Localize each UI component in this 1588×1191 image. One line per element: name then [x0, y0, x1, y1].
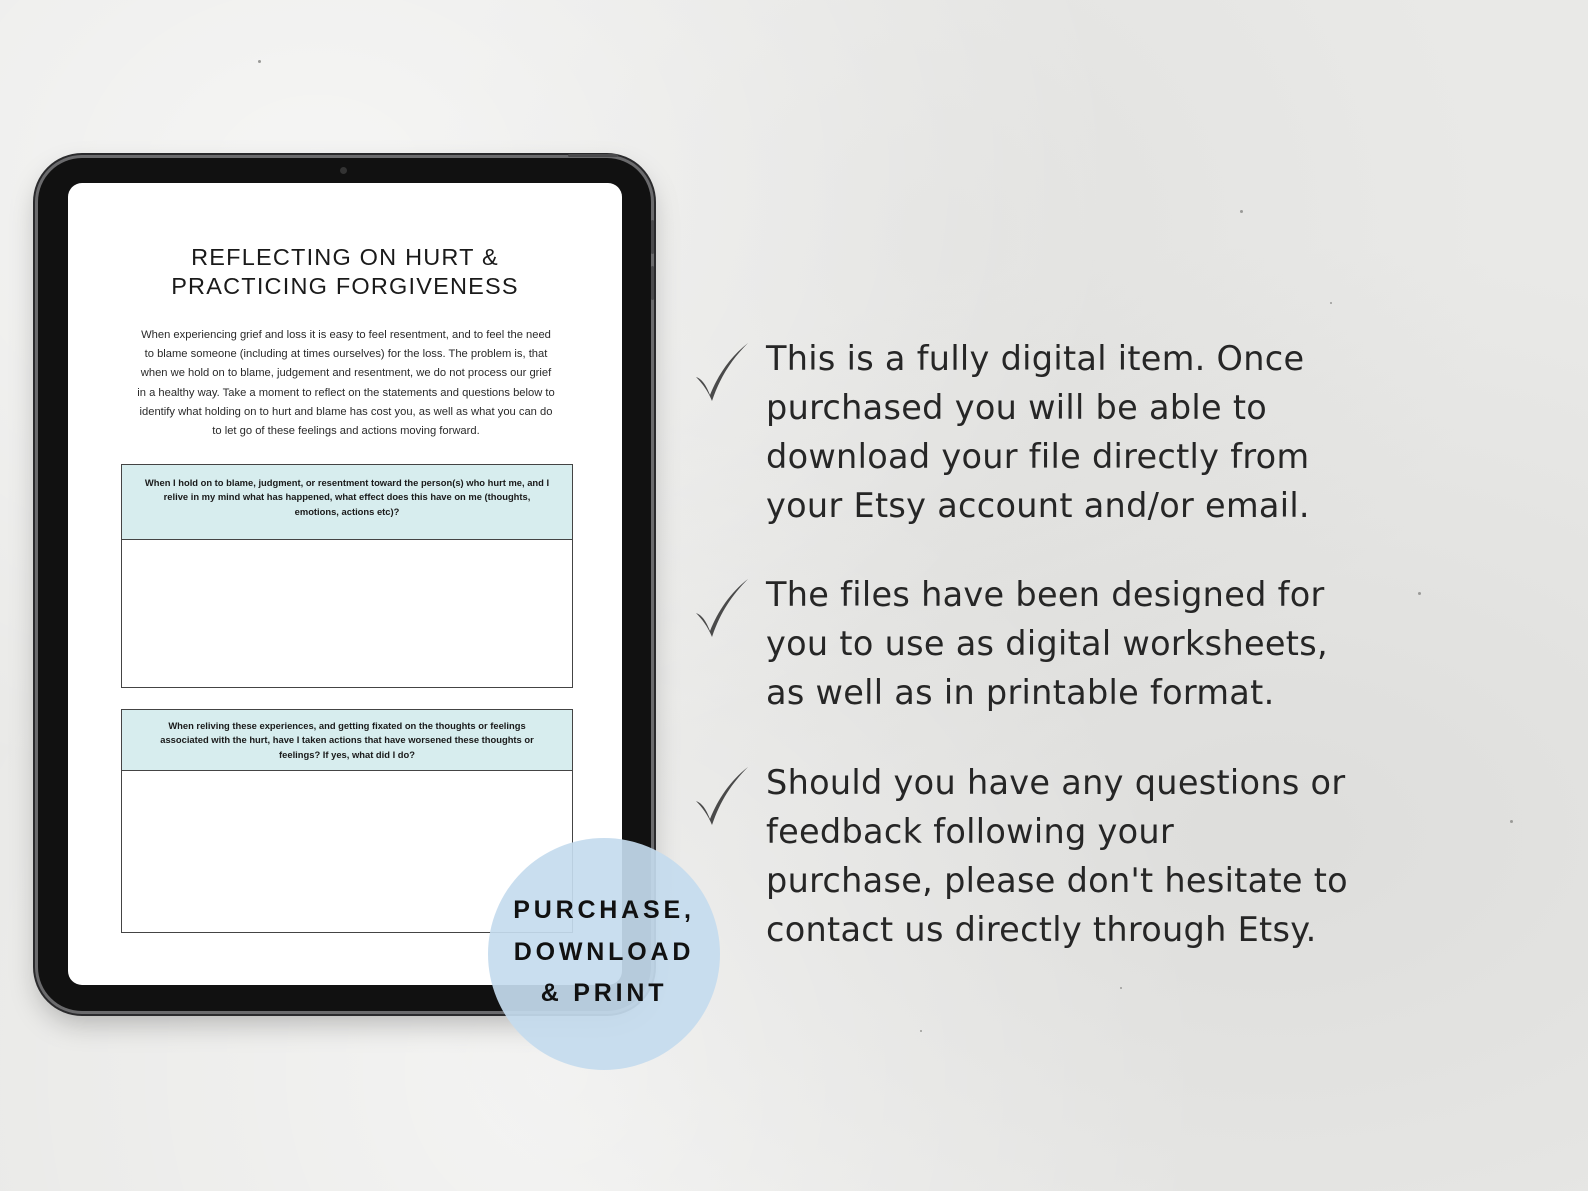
- feature-line: you to use as digital worksheets,: [766, 624, 1328, 663]
- feature-line: as well as in printable format.: [766, 673, 1275, 712]
- feature-text: [766, 758, 1386, 954]
- question-header-1: [122, 465, 572, 540]
- feature-line: contact us directly through Etsy.: [766, 910, 1317, 949]
- tablet-side-button: [651, 266, 654, 300]
- question-line: feelings? If yes, what did I do?: [279, 748, 415, 760]
- check-icon: [692, 763, 752, 829]
- worksheet-intro-line: when we hold on to blame, judgement and resentment, we do not process our grief: [140, 367, 552, 380]
- feature-line: purchase, please don't hesitate to: [766, 861, 1348, 900]
- question-line: associated with the hurt, have I taken actions that have worsened these thoughts or: [160, 734, 534, 746]
- background-speck: [1330, 302, 1332, 304]
- feature-line: feedback following your: [766, 812, 1175, 851]
- background-speck: [1120, 987, 1122, 989]
- background-speck: [920, 1030, 922, 1032]
- feature-line: purchased you will be able to: [766, 388, 1268, 427]
- camera-icon: [340, 167, 347, 174]
- feature-text: [766, 570, 1386, 717]
- question-line: relive in my mind what has happened, what effect does this have on me (thoughts,: [163, 491, 531, 503]
- question-box-1: [121, 464, 573, 688]
- feature-line: download your file directly from: [766, 437, 1310, 476]
- feature-item-1: [692, 334, 1392, 534]
- worksheet-intro-line: in a healthy way. Take a moment to reflect on the statements and questions below to: [137, 386, 555, 399]
- check-icon: [692, 575, 752, 641]
- background-speck: [1240, 210, 1243, 213]
- answer-area-1[interactable]: [122, 540, 572, 686]
- feature-line: This is a fully digital item. Once: [766, 339, 1305, 378]
- question-line: emotions, actions etc)?: [294, 505, 400, 517]
- check-icon: [692, 339, 752, 405]
- feature-item-2: [692, 570, 1392, 720]
- tablet-top-button: [568, 154, 618, 157]
- badge-line: & PRINT: [540, 979, 668, 1007]
- worksheet-intro-line: identify what holding on to hurt and blame has cost you, as well as what you can do: [139, 405, 553, 418]
- feature-item-3: [692, 758, 1392, 958]
- worksheet-intro-line: to blame someone (including at times ourselves) for the loss. The problem is, that: [144, 348, 548, 361]
- worksheet-title: [68, 243, 622, 301]
- feature-text: [766, 334, 1386, 530]
- question-line: When reliving these experiences, and getting fixated on the thoughts or feelings: [168, 720, 526, 731]
- purchase-download-print-badge: [488, 838, 720, 1070]
- worksheet-title-line: REFLECTING ON HURT &: [191, 244, 499, 270]
- background-speck: [258, 60, 261, 63]
- question-header-2: [122, 710, 572, 771]
- feature-line: Should you have any questions or: [766, 763, 1346, 802]
- worksheet-intro: [118, 326, 574, 441]
- badge-line: PURCHASE,: [513, 896, 695, 924]
- feature-line: The files have been designed for: [766, 575, 1325, 614]
- question-line: When I hold on to blame, judgment, or resentment toward the person(s) who hurt me, and I: [144, 477, 550, 488]
- worksheet-intro-line: to let go of these feelings and actions moving forward.: [212, 425, 480, 438]
- badge-line: DOWNLOAD: [513, 937, 695, 966]
- tablet-side-button: [651, 220, 654, 254]
- badge-text: [488, 890, 720, 1015]
- worksheet-title-line: PRACTICING FORGIVENESS: [171, 273, 519, 299]
- feature-line: your Etsy account and/or email.: [766, 486, 1310, 525]
- background-speck: [1510, 820, 1513, 823]
- background-speck: [1418, 592, 1421, 595]
- worksheet-intro-line: When experiencing grief and loss it is easy to feel resentment, and to feel the need: [141, 329, 551, 341]
